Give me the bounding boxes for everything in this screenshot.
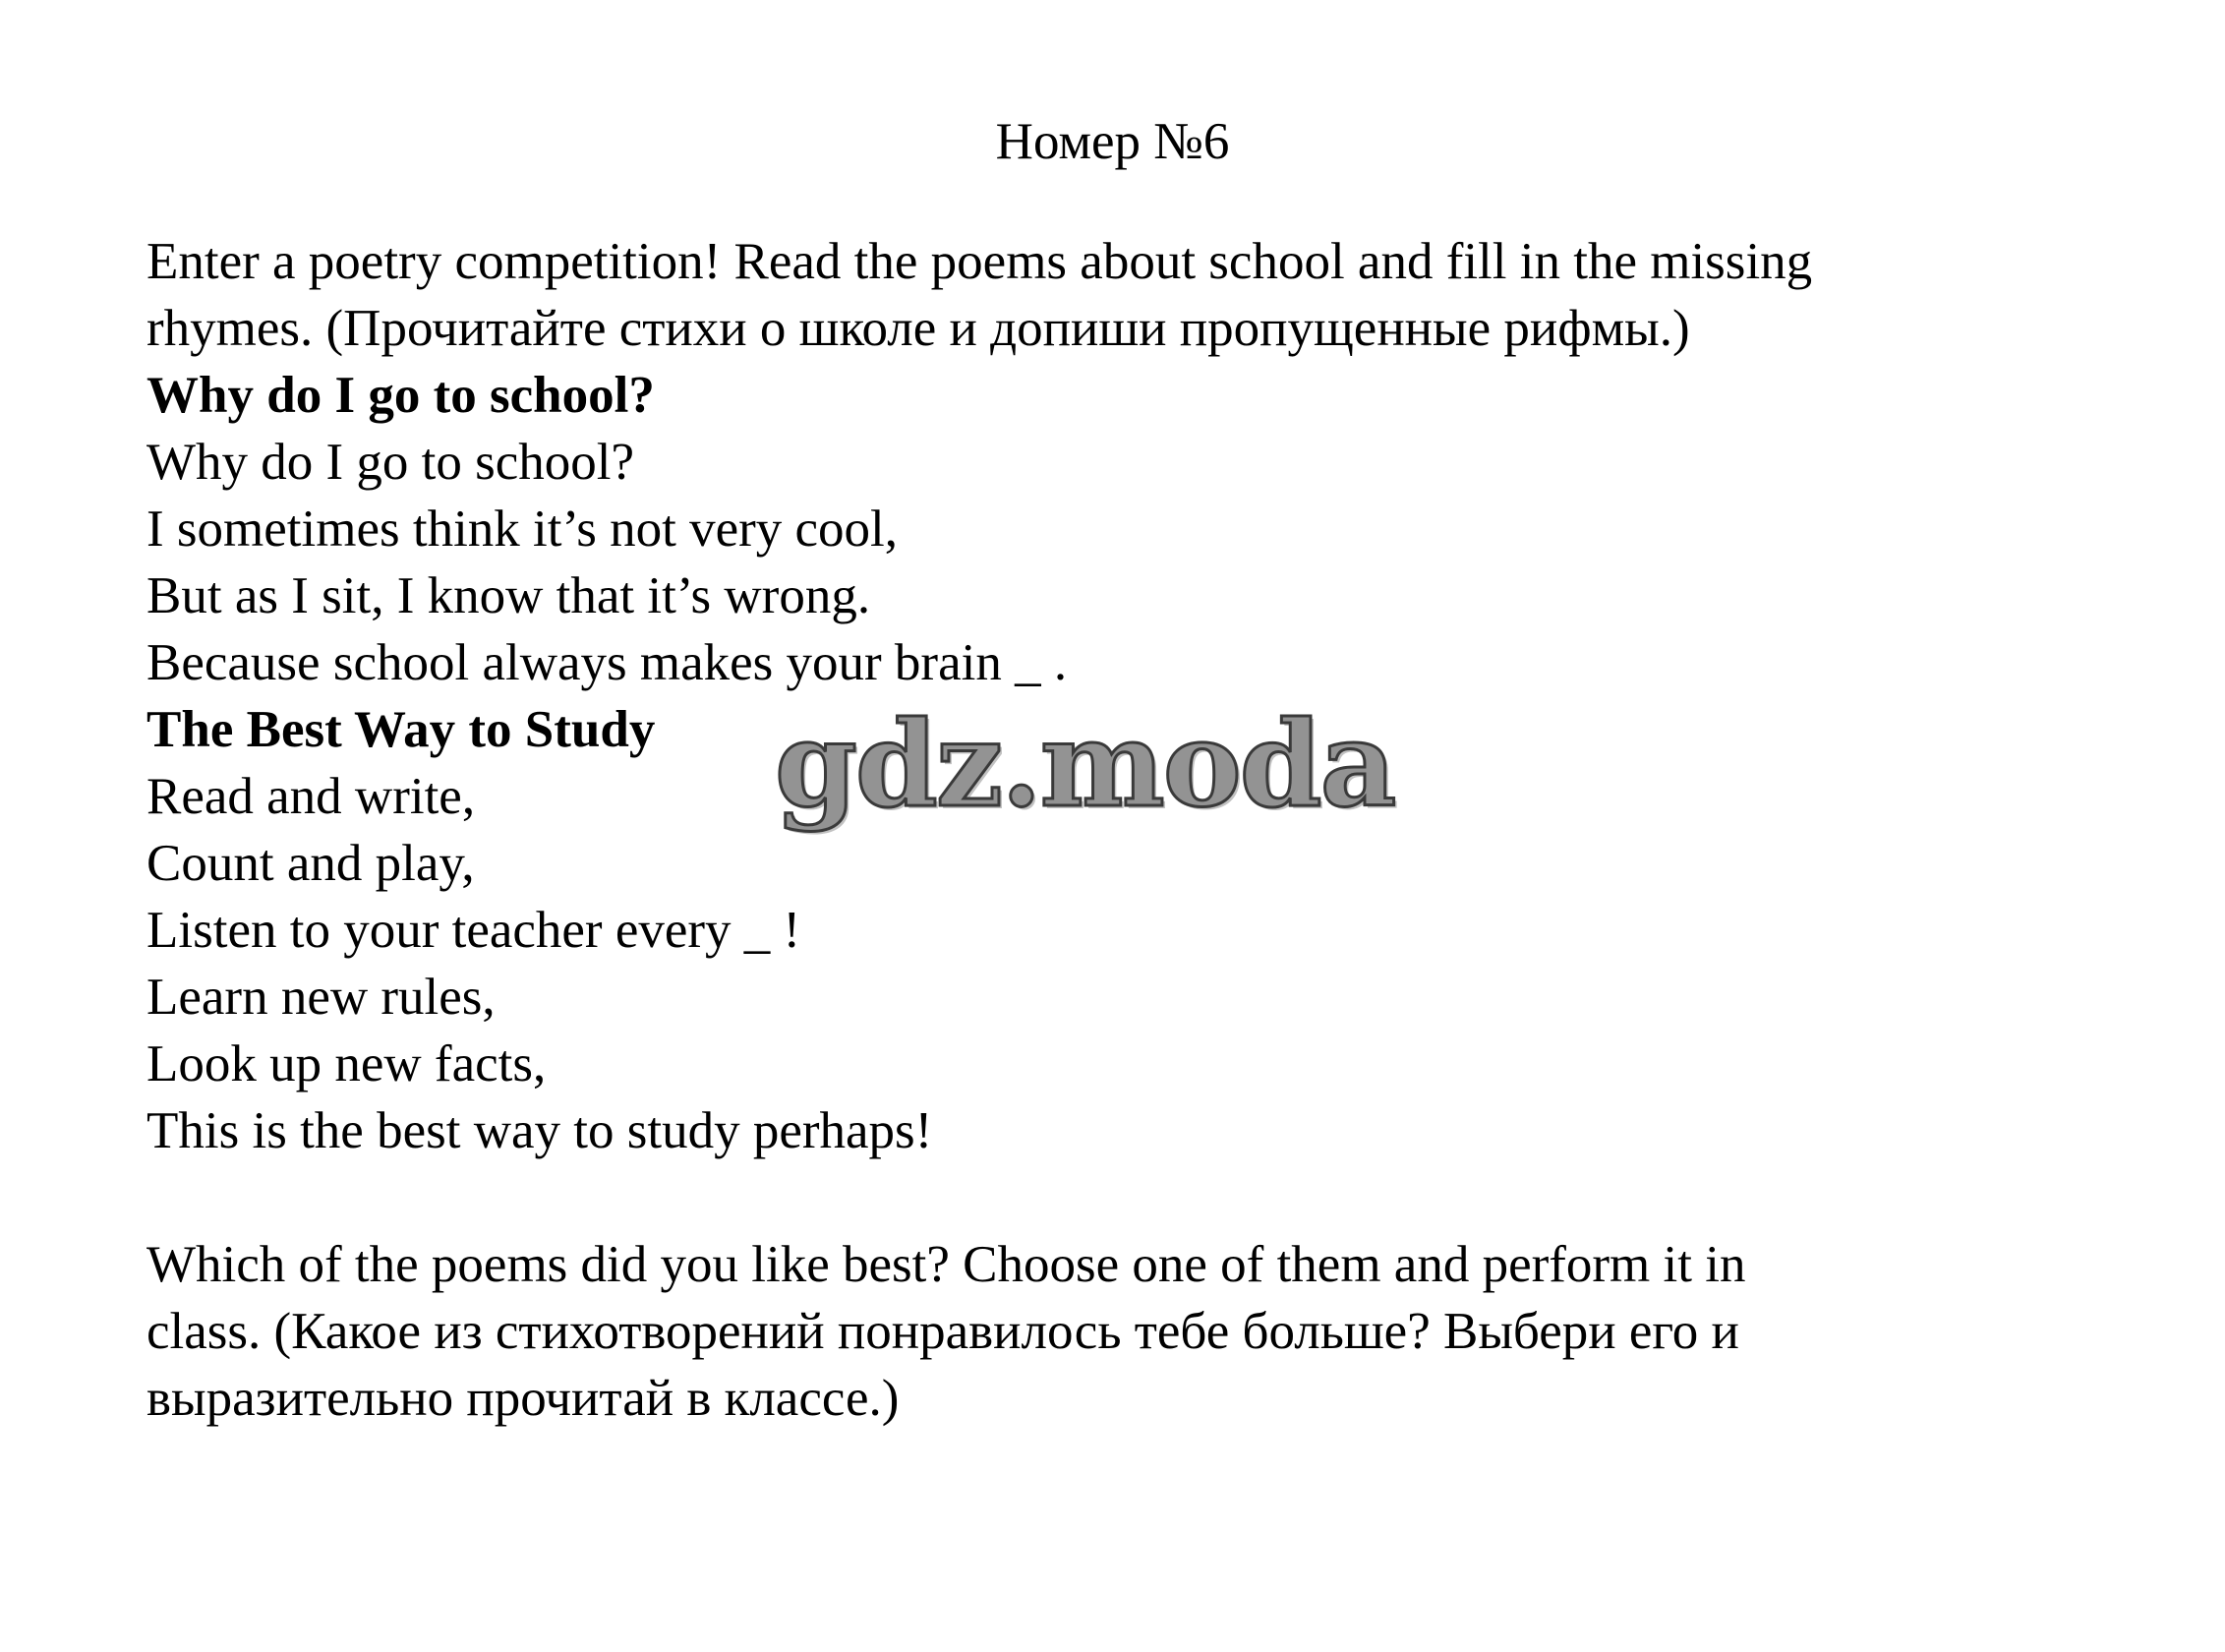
poem-1-title: Why do I go to school? xyxy=(146,367,655,424)
poem-1-line-1: Why do I go to school? xyxy=(146,434,635,491)
followup-line-3: выразительно прочитай в классе.) xyxy=(146,1370,900,1427)
poem-1-line-4: Because school always makes your brain _ . xyxy=(146,634,1068,691)
poem-1-line-2: I sometimes think it’s not very cool, xyxy=(146,501,898,558)
poem-2-title: The Best Way to Study xyxy=(146,701,656,758)
followup-line-2: class. (Какое из стихотворений понравилось тебе больше? Выбери его и xyxy=(146,1303,1739,1360)
followup-line-1: Which of the poems did you like best? Choose one of them and perform it in xyxy=(146,1236,1746,1293)
paragraph-gap xyxy=(146,1164,2133,1231)
watermark-logo: gdz.moda xyxy=(775,695,1395,834)
poem-2-line-4: Learn new rules, xyxy=(146,969,496,1026)
task-instruction-line-2: rhymes. (Прочитайте стихи о школе и допиши пропущенные рифмы.) xyxy=(146,300,1690,357)
poem-1-line-3: But as I sit, I know that it’s wrong. xyxy=(146,567,871,624)
poem-2-line-5: Look up new facts, xyxy=(146,1035,547,1092)
task-instruction-line-1: Enter a poetry competition! Read the poems about school and fill in the missing xyxy=(146,233,1813,290)
poem-2-line-6: This is the best way to study perhaps! xyxy=(146,1102,933,1159)
poem-2-line-1: Read and write, xyxy=(146,768,476,825)
poem-2-line-2: Count and play, xyxy=(146,835,475,892)
poem-2-line-3: Listen to your teacher every _ ! xyxy=(146,902,801,959)
page-title: Номер №6 xyxy=(995,113,1230,170)
